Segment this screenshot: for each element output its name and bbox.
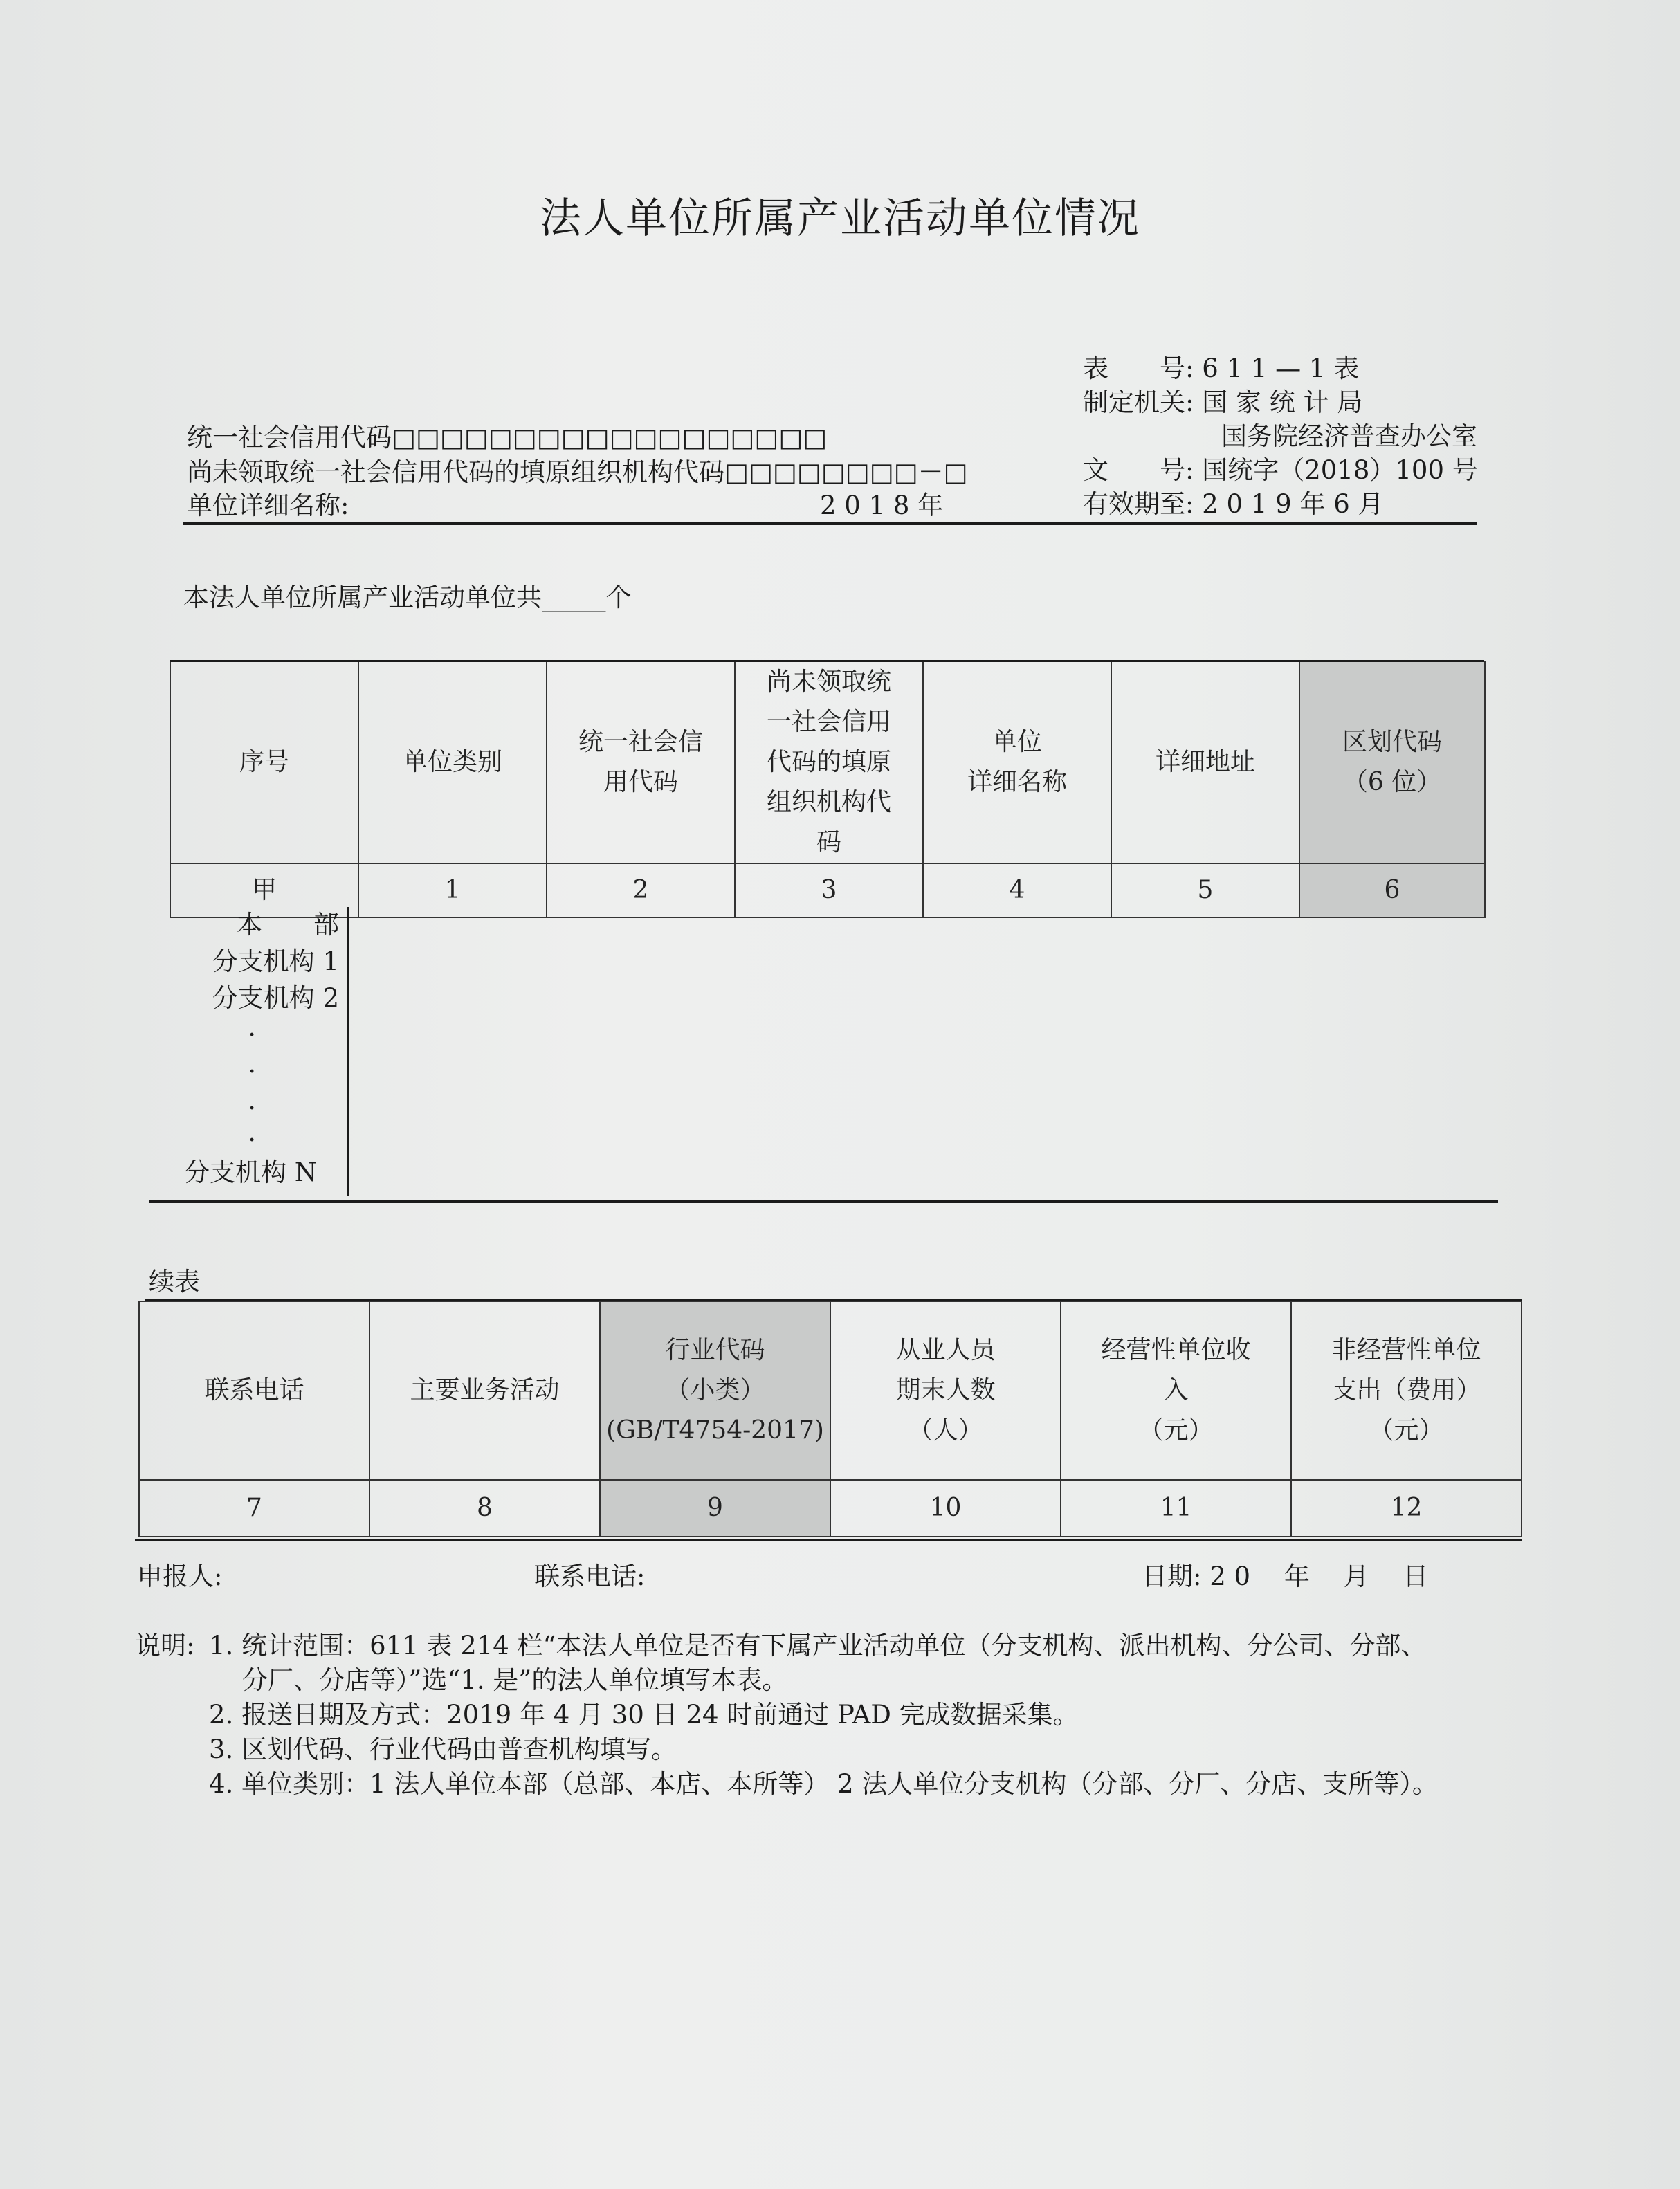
header-text-line: 从业人员 xyxy=(895,1336,996,1364)
table2-column-number: 8 xyxy=(369,1480,600,1537)
notes-list xyxy=(209,1629,1438,1802)
table1-header-cell xyxy=(1111,661,1299,863)
row-label-dot: · xyxy=(248,1125,256,1155)
table1-header-cell xyxy=(1299,661,1485,863)
header-text-line: 代码的填原 xyxy=(766,748,891,776)
header-text-line: 统一社会信 xyxy=(578,728,703,756)
valid-value: 2 0 1 9 年 6 月 xyxy=(1202,489,1384,519)
table1-body-divider xyxy=(347,907,349,1196)
phone-field[interactable]: 联系电话: xyxy=(534,1561,646,1591)
table2-column-number: 10 xyxy=(830,1480,1061,1537)
table2-header-cell xyxy=(369,1301,600,1480)
table1-column-number: 2 xyxy=(547,863,735,917)
table1-column-number: 3 xyxy=(735,863,923,917)
row-label-branch-n: 分支机构 N xyxy=(184,1157,318,1187)
table2-header-row xyxy=(139,1301,1522,1480)
note-item: 1. 统计范围：611 表 214 栏“本法人单位是否有下属产业活动单位（分支机构、派出机构、分公司、分部、 xyxy=(209,1631,1427,1660)
table2-column-number: 7 xyxy=(139,1480,369,1537)
row-label-dot: · xyxy=(248,1056,256,1086)
table1-header-cell xyxy=(547,661,735,863)
header-text-line: （元） xyxy=(1138,1416,1214,1445)
header-text-line: 一社会信用 xyxy=(766,708,891,736)
table2-column-number: 11 xyxy=(1061,1480,1291,1537)
header-text-line: （人） xyxy=(908,1416,983,1445)
doc-no-label: 文 号: xyxy=(1083,455,1194,485)
continued-label: 续表 xyxy=(149,1267,200,1297)
header-text-line: 经营性单位收 xyxy=(1101,1336,1251,1364)
table2-bottom-rule xyxy=(135,1539,1522,1541)
table1-column-number: 5 xyxy=(1111,863,1299,917)
header-text-line: 单位 xyxy=(992,728,1042,756)
header-text-line: 尚未领取统 xyxy=(766,668,891,696)
form-no-value: 6 1 1 — 1 表 xyxy=(1202,354,1360,383)
header-text-line: 码 xyxy=(816,828,841,857)
doc-no-value: 国统字（2018）100 号 xyxy=(1202,455,1478,485)
header-text-line: 详细地址 xyxy=(1155,748,1255,776)
note-item: 3. 区划代码、行业代码由普查机构填写。 xyxy=(209,1734,677,1764)
note-item: 分厂、分店等）”选“1. 是”的法人单位填写本表。 xyxy=(242,1665,788,1695)
header-text-line: 期末人数 xyxy=(895,1376,996,1404)
activity-units-table xyxy=(170,661,1486,918)
issuer-value: 国 家 统 计 局 xyxy=(1202,387,1363,417)
header-text-line: 行业代码 xyxy=(665,1336,765,1364)
row-label-branch-1: 分支机构 1 xyxy=(212,946,339,976)
issuer-value-2: 国务院经济普查办公室 xyxy=(1221,421,1477,451)
table2-header-cell xyxy=(600,1301,830,1480)
table2-header-cell xyxy=(139,1301,369,1480)
table1-column-number: 1 xyxy=(358,863,547,917)
unit-name-field[interactable]: 单位详细名称: xyxy=(187,491,349,520)
header-text-line: 组织机构代 xyxy=(766,788,891,816)
header-text-line: （6 位） xyxy=(1342,768,1442,796)
header-text-line: (GB/T4754-2017) xyxy=(606,1416,824,1445)
row-label-head-office: 本 部 xyxy=(237,910,339,940)
row-label-branch-2: 分支机构 2 xyxy=(212,983,339,1013)
header-rule xyxy=(183,522,1477,525)
header-text-line: 序号 xyxy=(239,748,289,776)
form-meta xyxy=(1083,351,1478,521)
table1-header-cell xyxy=(358,661,547,863)
table2-header-cell xyxy=(1061,1301,1291,1480)
table1-row-labels xyxy=(173,906,339,1191)
issuer-label: 制定机关: xyxy=(1083,387,1194,417)
header-text-line: （元） xyxy=(1369,1416,1444,1445)
unit-count-line[interactable]: 本法人单位所属产业活动单位共_____个 xyxy=(183,583,632,612)
header-text-line: 非经营性单位 xyxy=(1331,1336,1481,1364)
table1-column-number: 甲 xyxy=(170,863,358,917)
credit-code-field[interactable]: 统一社会信用代码□□□□□□□□□□□□□□□□□□ xyxy=(187,423,828,452)
row-label-dot: · xyxy=(248,1020,256,1050)
report-year: 2 0 1 8 年 xyxy=(820,491,944,520)
table1-number-row xyxy=(170,863,1485,917)
header-text-line: 联系电话 xyxy=(204,1376,304,1404)
header-text-line: 单位类别 xyxy=(402,748,502,776)
header-text-line: 详细名称 xyxy=(967,768,1067,796)
header-text-line: 用代码 xyxy=(603,768,678,796)
table1-header-row xyxy=(170,661,1485,863)
table2-column-number: 9 xyxy=(600,1480,830,1537)
row-label-dot: · xyxy=(248,1093,256,1123)
table1-column-number: 4 xyxy=(923,863,1111,917)
table1-header-cell xyxy=(170,661,358,863)
header-text-line: 支出（费用） xyxy=(1331,1376,1481,1404)
header-text-line: 主要业务活动 xyxy=(410,1376,560,1404)
note-item: 2. 报送日期及方式：2019 年 4 月 30 日 24 时前通过 PAD 完成数据采集。 xyxy=(209,1700,1079,1730)
header-text-line: 区划代码 xyxy=(1342,728,1442,756)
table1-bottom-rule xyxy=(149,1200,1498,1203)
org-code-field[interactable]: 尚未领取统一社会信用代码的填原组织机构代码□□□□□□□□－□ xyxy=(187,457,968,487)
table1-column-number: 6 xyxy=(1299,863,1485,917)
table2-header-cell xyxy=(1291,1301,1522,1480)
table2-number-row xyxy=(139,1480,1522,1537)
table2-column-number: 12 xyxy=(1291,1480,1522,1537)
note-item: 4. 单位类别：1 法人单位本部（总部、本店、本所等） 2 法人单位分支机构（分部、分厂、分店、支所等）。 xyxy=(209,1769,1438,1799)
table1-header-cell xyxy=(923,661,1111,863)
reporter-field[interactable]: 申报人: xyxy=(137,1561,223,1591)
date-field[interactable]: 日期: 2 0 年 月 日 xyxy=(1142,1561,1429,1591)
continued-table xyxy=(138,1301,1522,1537)
notes-label: 说明: xyxy=(135,1631,195,1660)
table1-header-cell xyxy=(735,661,923,863)
table2-header-cell xyxy=(830,1301,1061,1480)
valid-label: 有效期至: xyxy=(1083,489,1194,519)
header-text-line: 入 xyxy=(1163,1376,1189,1404)
header-text-line: （小类） xyxy=(665,1376,765,1404)
table1-top-rule xyxy=(170,660,1484,662)
form-no-label: 表 号: xyxy=(1083,354,1194,383)
page-title: 法人单位所属产业活动单位情况 xyxy=(540,194,1140,243)
